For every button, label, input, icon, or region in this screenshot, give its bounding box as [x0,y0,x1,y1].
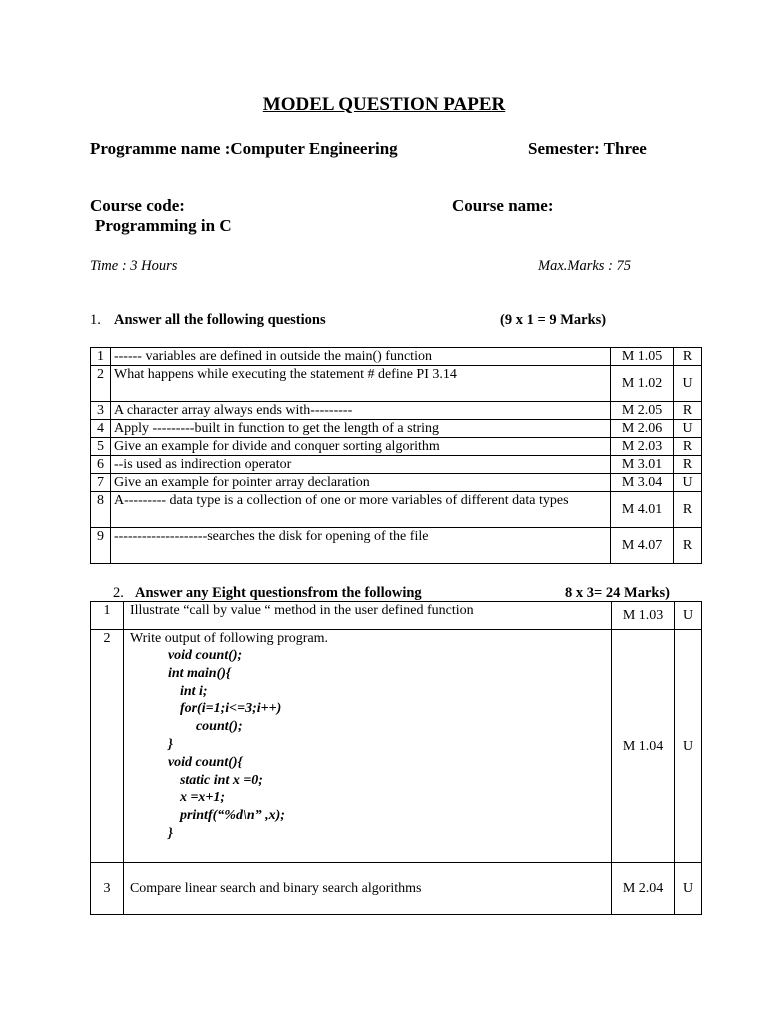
code-line: int main(){ [167,665,231,681]
course-title: Programming in C [95,216,232,235]
question-text: A character array always ends with--------- [110,402,610,420]
code-block [130,647,608,843]
question-number: 9 [91,528,111,564]
question-text: What happens while executing the statement # define PI 3.14 [110,366,610,402]
question-text: A--------- data type is a collection of one or more variables of different data types [110,492,610,528]
level-code: R [674,402,702,420]
outcome-code: M 2.03 [611,438,674,456]
table-row [91,438,702,456]
outcome-code: M 1.04 [612,630,675,863]
question-text: --------------------searches the disk for opening of the file [110,528,610,564]
outcome-code: M 3.04 [611,474,674,492]
semester: Semester: Three [528,139,647,158]
question-number: 1 [91,348,111,366]
question-number: 5 [91,438,111,456]
level-code: R [674,438,702,456]
programme-name: Programme name :Computer Engineering [90,139,398,158]
code-line: } [167,736,173,752]
level-code: U [674,420,702,438]
max-marks: Max.Marks : 75 [538,258,632,274]
level-code: U [675,630,702,863]
outcome-code: M 1.02 [611,366,674,402]
section2-table [90,601,702,915]
outcome-code: M 1.03 [612,602,675,630]
page-title: MODEL QUESTION PAPER [262,94,506,115]
table-row [91,402,702,420]
outcome-code: M 3.01 [611,456,674,474]
level-code: U [674,474,702,492]
section1-instruction: Answer all the following questions [114,312,326,328]
question-cell [123,630,611,863]
code-line: x =x+1; [179,790,226,806]
level-code: R [674,456,702,474]
table-row [91,602,702,630]
question-number: 2 [91,630,124,863]
table-row [91,348,702,366]
code-line: } [167,825,173,841]
outcome-code: M 2.05 [611,402,674,420]
level-code: R [674,348,702,366]
section2-instruction: Answer any Eight questionsfrom the following [135,585,422,601]
question-text: Write output of following program. [129,631,329,646]
code-line: void count(); [167,648,243,663]
level-code: U [675,863,702,915]
question-number: 2 [91,366,111,402]
level-code: U [675,602,702,630]
course-name-label: Course name: [452,196,554,215]
question-text: --is used as indirection operator [110,456,610,474]
table-row [91,456,702,474]
table-row [91,474,702,492]
code-line: for(i=1;i<=3;i++) [179,701,282,717]
question-number: 3 [91,863,124,915]
section2-number: 2. [113,585,124,601]
outcome-code: M 2.04 [612,863,675,915]
section1-number: 1. [90,312,101,328]
question-number: 8 [91,492,111,528]
table-row [91,492,702,528]
question-text: ------ variables are defined in outside the main() function [110,348,610,366]
question-number: 4 [91,420,111,438]
table-row [91,366,702,402]
level-code: R [674,528,702,564]
outcome-code: M 4.01 [611,492,674,528]
table-row [91,863,702,915]
section1-table [90,347,702,564]
question-number: 7 [91,474,111,492]
code-line: int i; [179,683,208,699]
table-row [91,420,702,438]
section1-marks: (9 x 1 = 9 Marks) [500,312,607,328]
question-number: 6 [91,456,111,474]
outcome-code: M 2.06 [611,420,674,438]
level-code: U [674,366,702,402]
code-line: printf(“%d\n” ,x); [179,808,285,824]
code-line: static int x =0; [179,772,263,788]
outcome-code: M 1.05 [611,348,674,366]
outcome-code: M 4.07 [611,528,674,564]
code-line: count(); [195,719,243,735]
code-line: void count(){ [167,754,243,770]
question-number: 1 [91,602,124,630]
level-code: R [674,492,702,528]
course-code-label: Course code: [90,196,185,215]
table-row [91,528,702,564]
question-text: Give an example for pointer array declaration [110,474,610,492]
table-row [91,630,702,863]
question-text: Apply ---------built in function to get the length of a string [110,420,610,438]
question-text: Illustrate “call by value “ method in the user defined function [123,602,611,630]
section2-marks: 8 x 3= 24 Marks) [565,585,670,601]
question-number: 3 [91,402,111,420]
question-text: Compare linear search and binary search algorithms [123,863,611,915]
question-text: Give an example for divide and conquer sorting algorithm [110,438,610,456]
exam-time: Time : 3 Hours [90,258,178,274]
